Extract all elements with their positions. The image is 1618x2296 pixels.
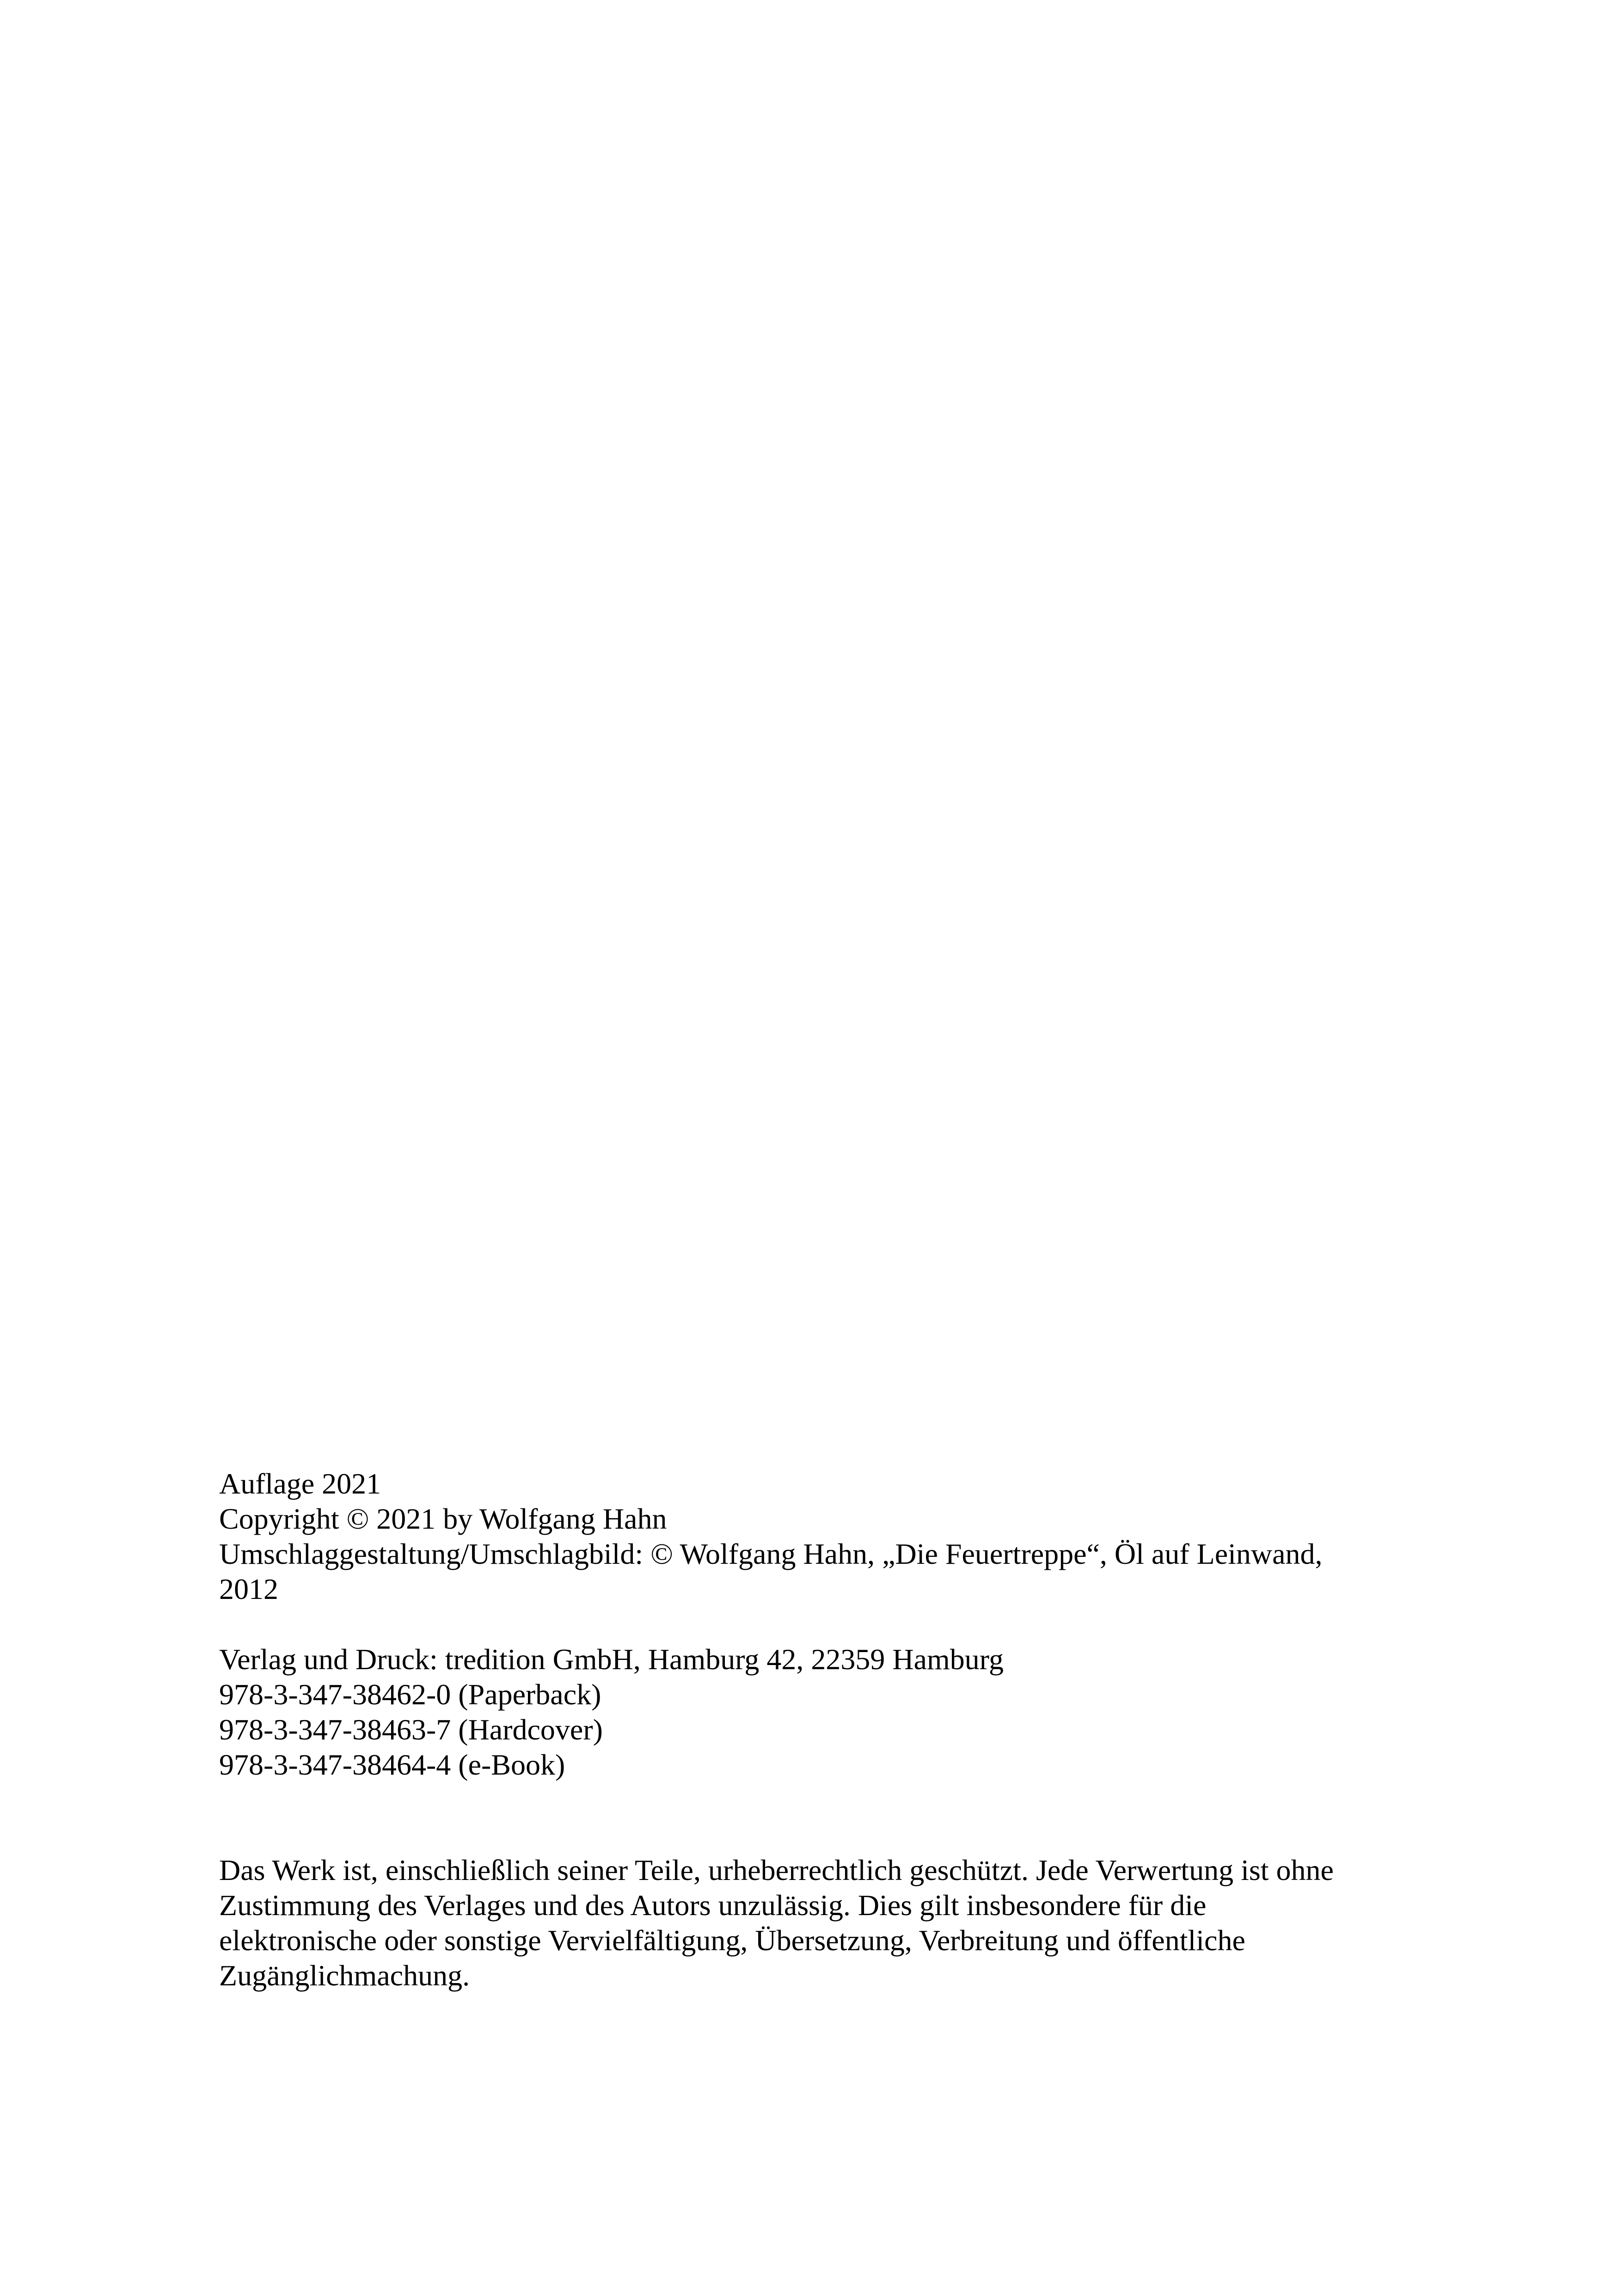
- edition-line: Auflage 2021: [219, 1467, 381, 1500]
- legal-notice-line: Das Werk ist, einschließlich seiner Teile, urheberrechtlich geschützt. Jede Verwertung ist ohne: [219, 1854, 1334, 1886]
- publisher-line: Verlag und Druck: tredition GmbH, Hamburg 42, 22359 Hamburg: [219, 1643, 1004, 1676]
- isbn-hardcover: 978-3-347-38463-7 (Hardcover): [219, 1713, 603, 1746]
- cover-credit-year: 2012: [219, 1573, 278, 1605]
- isbn-ebook: 978-3-347-38464-4 (e-Book): [219, 1748, 565, 1781]
- cover-credit-line: Umschlaggestaltung/Umschlagbild: © Wolfgang Hahn, „Die Feuertreppe“, Öl auf Leinwand,: [219, 1537, 1323, 1570]
- legal-notice-line: elektronische oder sonstige Vervielfältigung, Übersetzung, Verbreitung und öffentliche: [219, 1924, 1245, 1957]
- imprint-block: [219, 1466, 1421, 1993]
- edition-block: [219, 1466, 1421, 1607]
- publisher-block: [219, 1642, 1421, 1782]
- legal-notice: [219, 1853, 1421, 1993]
- legal-notice-line: Zugänglichmachung.: [219, 1959, 470, 1992]
- copyright-line: Copyright © 2021 by Wolfgang Hahn: [219, 1502, 667, 1535]
- legal-notice-line: Zustimmung des Verlages und des Autors unzulässig. Dies gilt insbesondere für die: [219, 1889, 1207, 1922]
- isbn-paperback: 978-3-347-38462-0 (Paperback): [219, 1678, 601, 1711]
